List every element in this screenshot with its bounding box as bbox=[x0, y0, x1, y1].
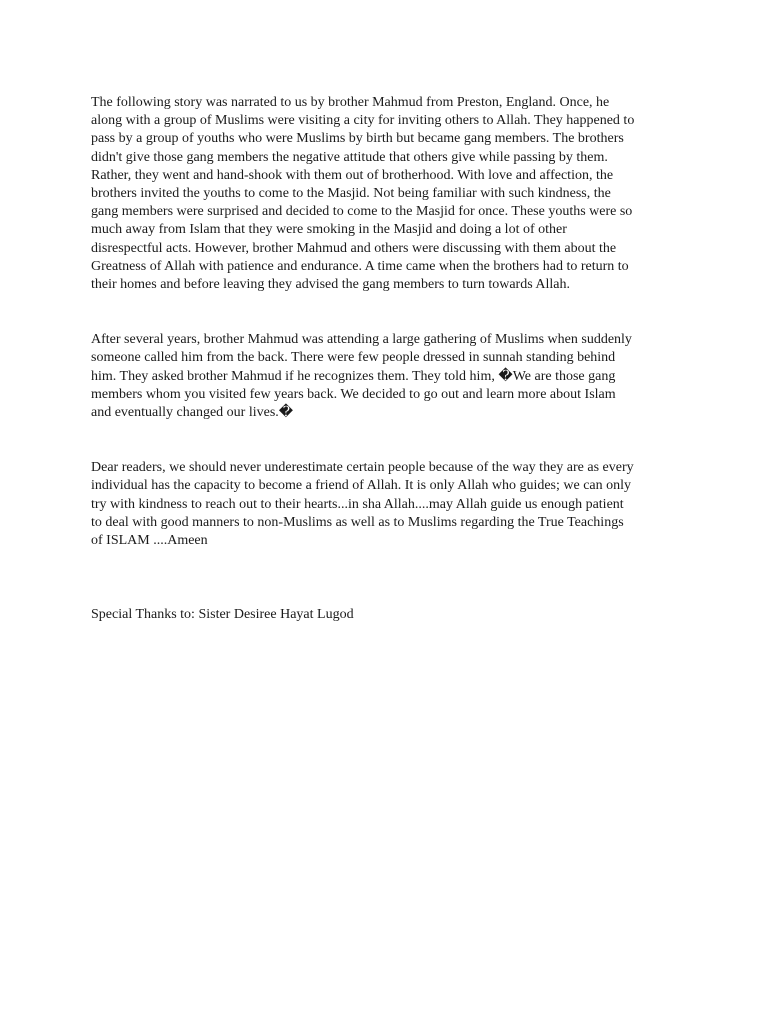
story-paragraph: The following story was narrated to us by brother Mahmud from Preston, England. Once, he along with a group of Muslims were visiting a city for inviting others to Allah. They happened to pass by a group of youths who were Muslims by birth but became gang members. The brothers didn't give those gang members the negative attitude that others give while passing by them. Rather, they went and hand-shook with them out of brotherhood. With love and affection, the brothers invited the youths to come to the Masjid. Not being familiar with such kindness, the gang members were surprised and decided to come to the Masjid for once. These youths were so much away from Islam that they were smoking in the Masjid and doing a lot of other disrespectful acts. However, brother Mahmud and others were discussing with them about the Greatness of Allah with patience and endurance. A time came when the brothers had to return to their homes and before leaving they advised the gang members to turn towards Allah. bbox=[91, 95, 635, 293]
document-body bbox=[91, 94, 686, 624]
reunion-paragraph: After several years, brother Mahmud was attending a large gathering of Muslims when suddenly someone called him from the back. There were few people dressed in sunnah standing behind him. They asked brother Mahmud if he recognizes them. They told him, �We are those gang members whom you visited few years back. We decided to go out and learn more about Islam and eventually changed our lives.� bbox=[91, 332, 632, 421]
special-thanks-line: Special Thanks to: Sister Desiree Hayat Lugod bbox=[91, 607, 354, 623]
readers-paragraph: Dear readers, we should never underestimate certain people because of the way they are as every individual has the capacity to become a friend of Allah. It is only Allah who guides; we can only try with kindness to reach out to their hearts...in sha Allah....may Allah guide us enough patient to deal with good manners to non-Muslims as well as to Muslims regarding the True Teachings of ISLAM ....Ameen bbox=[91, 460, 634, 549]
